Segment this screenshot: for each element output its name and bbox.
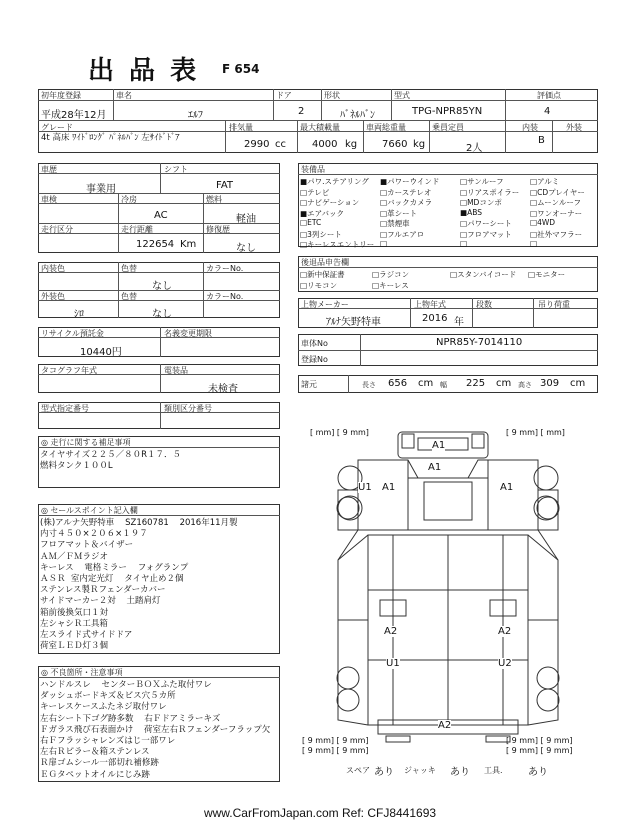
dims-label: 諸元 (301, 380, 317, 389)
note-line: ダッシュボードキズ＆ビス穴５カ所 (40, 691, 176, 702)
class-no-label: 類別区分番号 (164, 404, 212, 413)
exterior-label: 外装 (566, 123, 582, 132)
damage-mark: U1 (386, 658, 400, 669)
capacity-value: 2人 (466, 143, 483, 154)
height-value: 309 (540, 378, 560, 389)
equipment-item: □3列シート (300, 229, 342, 239)
tread-rear-left-1: [ 9 mm] [ 9 mm] (302, 736, 369, 745)
damage-mark: A1 (382, 482, 396, 493)
note-line: 左シャシＲ工具箱 (40, 618, 108, 629)
battery-value: 未検査 (208, 384, 238, 395)
max-load-label: 最大積載量 (300, 123, 340, 132)
note-line: 燃料タンク１００L (40, 461, 113, 472)
repair-value: なし (236, 243, 256, 254)
page-title: 出 品 表 (88, 56, 200, 86)
usage-value: 事業用 (86, 184, 116, 195)
damage-mark: A1 (428, 462, 442, 473)
aircon-value: AC (154, 210, 168, 221)
equipment-item: □ (380, 239, 388, 248)
sheet-code: F 654 (222, 62, 260, 76)
mileage-label: 走行距離 (121, 225, 153, 234)
model-type-label: 型式 (394, 91, 410, 100)
capacity-label: 乗員定員 (432, 123, 464, 132)
height-label: 高さ (518, 381, 532, 389)
color-no-label-2: カラーNo. (206, 292, 244, 301)
inspection-label: 車検 (41, 195, 57, 204)
body-shape-value: ﾊﾞﾈﾙﾊﾞﾝ (340, 110, 375, 121)
fuel-label: 燃料 (206, 195, 222, 204)
tread-rear-right-2: [ 9 mm] [ 9 mm] (506, 746, 573, 755)
name-change-label: 名義変更期限 (164, 329, 212, 338)
color-change-label-1: 色替 (121, 264, 137, 273)
equipment-item: □リアスポイラー (460, 187, 520, 197)
width-unit: cm (496, 378, 512, 389)
tacho-label: タコグラフ年式 (41, 366, 97, 375)
lift-label: 吊り荷重 (538, 300, 570, 309)
damage-mark: A2 (498, 626, 512, 637)
chassis-value: NPR85Y-7014110 (436, 337, 523, 348)
damage-mark: A2 (384, 626, 398, 637)
model-type-value: TPG-NPR85YN (412, 106, 483, 117)
equipment-item: □ (460, 239, 468, 248)
equipment-item: □フルエアロ (380, 229, 425, 239)
equipment-item: □4WD (530, 218, 556, 227)
reg-no-label: 登録No (301, 355, 328, 364)
equipment-item: □CDプレイヤー (530, 187, 585, 197)
note-line: ステンレス製Ｒフェンダーカバー (40, 585, 166, 596)
interior-value: B (538, 135, 545, 146)
rear-equipment-title: 後退品申告欄 (301, 258, 349, 267)
equipment-item: ■エアバック (300, 208, 344, 218)
width-label: 幅 (440, 381, 447, 389)
tread-rear-right-1: [ 9 mm] [ 9 mm] (506, 736, 573, 745)
length-unit: cm (418, 378, 434, 389)
rear-equipment-item: □キーレス (372, 281, 409, 290)
equipment-item: □カーステレオ (380, 187, 432, 197)
type-no-label: 型式指定番号 (41, 404, 89, 413)
registration-value: 平成28年12月 (41, 110, 107, 121)
body-maker-label: 上物メーカー (301, 300, 349, 309)
registration-label: 初年度登録 (41, 91, 81, 100)
ext-color-value: ｼﾛ (74, 309, 84, 320)
gross-weight-unit: kg (413, 139, 426, 150)
rear-equipment-item: □モニター (528, 270, 566, 279)
doors-label: ドア (276, 91, 292, 100)
tools-value: あり (528, 767, 548, 778)
equipment-item: □バックカメラ (380, 198, 433, 207)
grade-value: 4t 高床 ﾜｲﾄﾞﾛﾝｸﾞ ﾊﾟﾈﾙﾊﾞﾝ 左ｻｲﾄﾞﾄﾞｱ (41, 133, 180, 143)
note-line: 箱前後換気口１対 (40, 607, 109, 618)
equipment-item: □MDコンポ (460, 198, 502, 207)
interior-label: 内装 (522, 123, 538, 132)
equipment-item: □アルミ (530, 177, 560, 186)
length-label: 長さ (362, 381, 376, 389)
jack-value: あり (450, 767, 470, 778)
equipment-item: □フロアマット (460, 229, 512, 239)
recycle-label: リサイクル預託金 (41, 329, 104, 338)
grade-label: グレード (41, 123, 73, 132)
defects-title: ◎ 不良箇所・注意事項 (41, 668, 123, 677)
spare-value: あり (374, 767, 394, 778)
max-load-unit: kg (345, 139, 358, 150)
note-line: ＥＧタペットオイルにじみ跡 (40, 769, 150, 780)
spare-label: スペア (346, 766, 370, 775)
ext-color-label: 外装色 (41, 292, 65, 301)
damage-mark: A2 (438, 720, 452, 731)
tiers-label: 段数 (476, 300, 492, 309)
tread-rear-left-2: [ 9 mm] [ 9 mm] (302, 746, 369, 755)
equipment-item: □ (530, 239, 538, 248)
height-unit: cm (570, 378, 586, 389)
length-value: 656 (388, 378, 408, 389)
note-line: 内寸４５０×２０６×１９７ (40, 529, 148, 540)
repair-label: 修復歴 (206, 225, 230, 234)
displacement-unit: cc (275, 139, 286, 150)
body-year-unit: 年 (454, 317, 464, 328)
model-name-label: 車名 (116, 91, 132, 100)
body-year-value: 2016 (422, 313, 448, 324)
model-name-value: ｴﾙﾌ (188, 110, 203, 121)
color-no-label-1: カラーNo. (206, 264, 244, 273)
equipment-item: □パワーシート (460, 219, 512, 228)
rear-equipment-item: □ラジコン (372, 270, 410, 279)
usage-label: 車歴 (41, 165, 57, 174)
body-maker-value: ｱﾙﾅ矢野特車 (326, 317, 381, 328)
max-load-value: 4000 (312, 139, 338, 150)
int-color-label: 内装色 (41, 264, 65, 273)
rear-equipment-item: □スタンバイコード (450, 270, 517, 279)
note-line: ハンドルスレ センターＢＯＸふた取付ワレ (40, 680, 212, 690)
tools-label: 工具. (484, 766, 503, 775)
gross-weight-value: 7660 (382, 139, 408, 150)
equipment-item: □社外マフラー (530, 229, 583, 239)
note-line: Ｒ扉ゴムシール一部切れ補修跡 (40, 758, 159, 769)
mileage-value: 122654 (136, 239, 175, 250)
body-shape-label: 形状 (324, 91, 340, 100)
note-line: キーレス 電格ミラー フォグランプ (40, 562, 189, 573)
mileage-unit: Km (180, 239, 197, 250)
equipment-item: □ワンオーナー (530, 208, 583, 218)
width-value: 225 (466, 378, 486, 389)
fuel-value: 軽油 (236, 214, 256, 225)
damage-mark: A1 (500, 482, 514, 493)
note-line: ＡＭ／ＦＭラジオ (40, 551, 109, 562)
jack-label: ジャッキ (404, 766, 436, 775)
damage-mark: A1 (432, 440, 446, 451)
vehicle-damage-diagram (298, 420, 598, 760)
sales-points-title: ◎ セールスポイント記入欄 (41, 506, 138, 515)
equipment-item: ■パワ.ステアリング (300, 177, 369, 186)
equipment-item: □ナビゲーション (300, 198, 360, 207)
rear-equipment-item: □新中保証書 (300, 270, 345, 279)
equipment-item: ■ABS (460, 207, 482, 217)
doors-value: 2 (298, 106, 305, 117)
color-change-value-1: なし (152, 281, 172, 292)
equipment-item: □禁煙車 (380, 219, 410, 228)
note-line: タイヤサイズ２２５／８０R１７．５ (40, 450, 182, 460)
shift-value: FAT (216, 180, 234, 191)
equipment-title: 装備品 (301, 165, 325, 174)
rear-equipment-item: □リモコン (300, 281, 338, 290)
tread-front-right: [ 9 mm] [ mm] (506, 428, 565, 437)
note-line: 左右シート下ゴグ跡多数 右Ｆドアミラーキズ (40, 713, 221, 724)
shift-label: シフト (164, 165, 188, 174)
note-line: 左右Ｒピラー＆箱ステンレス (40, 747, 150, 758)
displacement-value: 2990 (244, 139, 270, 150)
note-line: サイドマーカー２対 土踏肩灯 (40, 596, 161, 607)
damage-mark: U2 (498, 658, 512, 669)
drive-notes-title: ◎ 走行に関する補足事項 (41, 438, 131, 447)
note-line: キーレスケースふたネジ取付ワレ (40, 702, 167, 713)
equipment-item: □テレビ (300, 187, 330, 197)
note-line: 荷室ＬＥＤ灯３個 (40, 641, 109, 652)
battery-label: 電装品 (164, 366, 188, 375)
note-line: (株)アルナ矢野特車 SZ160781 2016年11月製 (40, 518, 238, 528)
displacement-label: 排気量 (229, 123, 253, 132)
note-line: 左スライド式サイドドア (40, 630, 133, 640)
score-value: 4 (544, 106, 551, 117)
score-label: 評価点 (537, 91, 561, 100)
equipment-item: □キーレスエントリー (300, 240, 375, 249)
note-line: Ｆガラス飛び石表面かけ 荷室左右Ｒフェンダーフラップ欠 (40, 724, 271, 735)
equipment-item: ■パワーウインド (380, 177, 440, 186)
mileage-class-label: 走行区分 (41, 225, 73, 234)
equipment-item: □ETC (300, 218, 322, 227)
aircon-label: 冷房 (121, 195, 137, 204)
note-line: 右Ｆフラッシャレンズはじ一部ワレ (40, 736, 176, 746)
color-change-label-2: 色替 (121, 292, 137, 301)
equipment-item: □ムーンルーフ (530, 198, 581, 207)
chassis-label: 車体No (301, 339, 328, 348)
note-line: ＡＳＲ 室内定光灯 タイヤ止め２個 (40, 574, 184, 584)
gross-weight-label: 車両総重量 (366, 123, 406, 132)
color-change-value-2: なし (152, 309, 172, 320)
tread-front-left: [ mm] [ 9 mm] (310, 428, 369, 437)
recycle-value: 10440円 (80, 347, 122, 358)
damage-mark: U1 (358, 482, 372, 493)
note-line: フロアマット＆バイザー (40, 540, 134, 551)
equipment-item: □革シート (380, 208, 418, 218)
footer-ref: www.CarFromJapan.com Ref: CFJ8441693 (203, 806, 437, 820)
body-year-label: 上物年式 (414, 300, 446, 309)
equipment-item: □サンルーフ (460, 177, 504, 186)
